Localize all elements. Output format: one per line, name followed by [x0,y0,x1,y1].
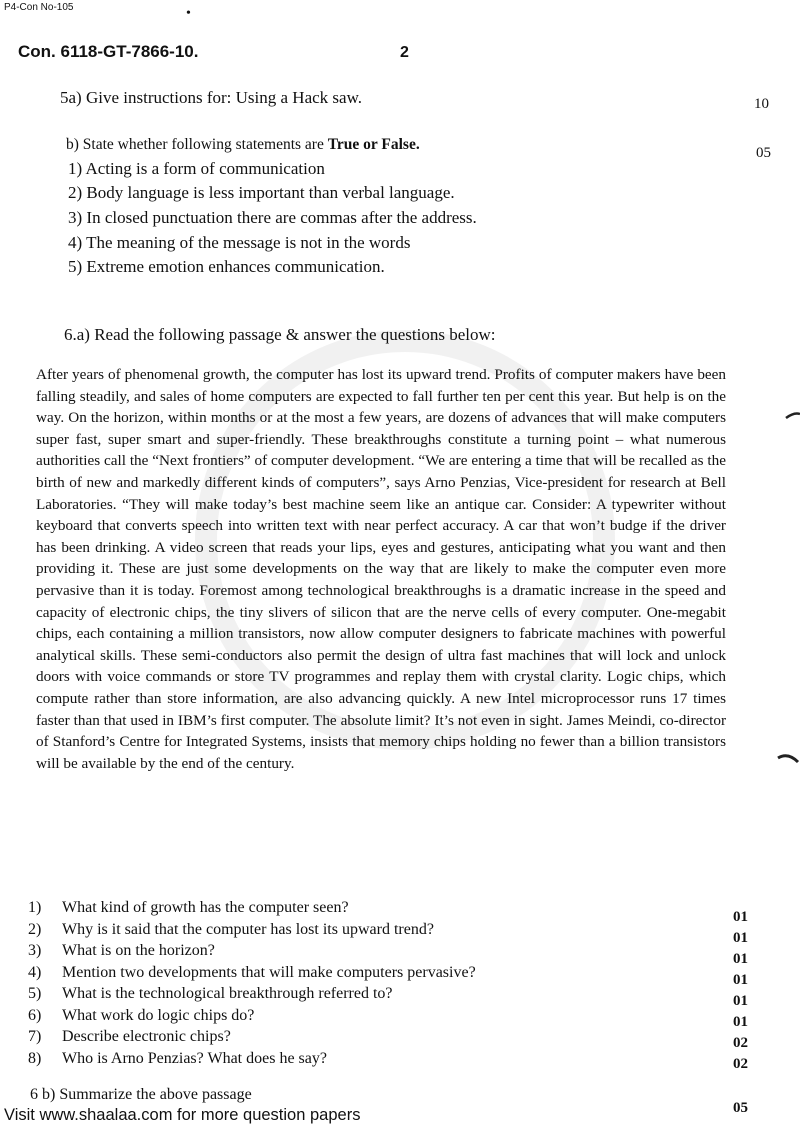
question-text: Why is it said that the computer has lost its upward trend? [62,920,434,938]
question-row [28,1005,728,1027]
question-number: 3) [28,942,42,959]
question-row [28,1048,728,1070]
mark-value: 02 [733,1035,748,1051]
edge-mark-icon [784,408,800,428]
question-row [28,962,728,984]
question-row [28,1026,728,1048]
mark-value: 01 [733,951,748,967]
paper-code: P4-Con No-105 [4,2,74,13]
question-5b-marks: 05 [756,145,771,161]
tf-item: 3) In closed punctuation there are commas after the address. [68,208,477,227]
question-text: What is on the horizon? [62,942,215,959]
footer-link-text: Visit www.shaalaa.com for more question papers [4,1106,361,1124]
reading-passage: After years of phenomenal growth, the computer has lost its upward trend. Profits of computer makers have been falling steadily, and sales of home computers are expected to fall further ten per cent this year. But help is on the way. On the horizon, within months or at the most a few years, are dozens of advances that will make computers super fast, super smart and super-friendly. These breakthroughs constitute a turning point – what numerous authorities call the “Next frontiers” of computer development. “We are entering a time that will be recalled as the birth of new and markedly different kinds of computers”, says Arno Penzias, Vice-president for research at Bell Laboratories. “They will make today’s best machine seem like an antique car. Consider: A typewriter without keyboard that converts speech into written text with near perfect accuracy. A car that won’t budge if the driver has been drinking. A video screen that reads your lips, eyes and gestures, anticipating what you want and then providing it. These are just some developments on the way that are likely to make the computer even more pervasive than it is today. Foremost among technological breakthroughs is a dramatic increase in the speed and capacity of electronic chips, the tiny slivers of silicon that are the nerve cells of every computer. One-megabit chips, each containing a million transistors, now allow computer designers to fabricate machines with powerful analytical skills. These semi-conductors also permit the design of ultra fast machines that will lock and unlock doors with voice commands or store TV programmes and replay them with crystal clarity. Logic chips, which compute rather than store information, are also advancing quickly. A new Intel microprocessor runs 17 times faster than that used in IBM’s first computer. The absolute limit? It’s not even in sight. James Meindi, co-director of Stanford’s Centre for Integrated Systems, insists that memory chips holding no fewer than a billion transistors will be available by the end of the century. [36,366,726,772]
question-row [28,919,728,941]
edge-mark-icon [776,750,800,770]
question-row [28,940,728,962]
question-number: 4) [28,963,42,981]
question-5b-bold: True or False. [327,136,420,153]
mark-value: 01 [733,1014,748,1030]
question-row [28,897,728,919]
mark-value: 01 [733,972,748,988]
mark-value: 01 [733,930,748,946]
con-number: Con. 6118-GT-7866-10. [18,42,199,61]
question-6a: 6.a) Read the following passage & answer the questions below: [64,325,496,344]
mark-value: 01 [733,993,748,1009]
tf-item: 2) Body language is less important than verbal language. [68,183,455,202]
question-text: Describe electronic chips? [62,1028,231,1045]
tf-item: 5) Extreme emotion enhances communication. [68,257,385,276]
question-5a: 5a) Give instructions for: Using a Hack saw. [60,88,362,107]
question-text: Mention two developments that will make computers pervasive? [62,963,476,981]
question-5b-text: State whether following statements are [78,136,328,153]
page-number: 2 [400,44,409,61]
question-number: 8) [28,1049,42,1067]
question-5b-label: b) [66,136,79,153]
question-6b: 6 b) Summarize the above passage [30,1086,252,1103]
question-number: 2) [28,920,42,938]
question-number: 7) [28,1028,42,1045]
question-5b [66,136,420,154]
question-number: 1) [28,899,42,916]
question-text: Who is Arno Penzias? What does he say? [62,1049,327,1067]
question-number: 5) [28,985,42,1002]
header-dot: • [186,6,191,21]
mark-value: 01 [733,909,748,925]
comprehension-questions [28,897,728,1069]
question-6a-marks [733,907,748,1075]
tf-item: 4) The meaning of the message is not in the words [68,233,411,252]
tf-item: 1) Acting is a form of communication [68,159,325,178]
mark-value: 02 [733,1056,748,1072]
question-5a-marks: 10 [754,96,769,112]
question-text: What kind of growth has the computer seen? [62,899,349,916]
question-6b-marks: 05 [733,1100,748,1116]
question-number: 6) [28,1006,42,1024]
question-text: What is the technological breakthrough referred to? [62,985,393,1002]
question-text: What work do logic chips do? [62,1006,255,1024]
question-row [28,983,728,1005]
